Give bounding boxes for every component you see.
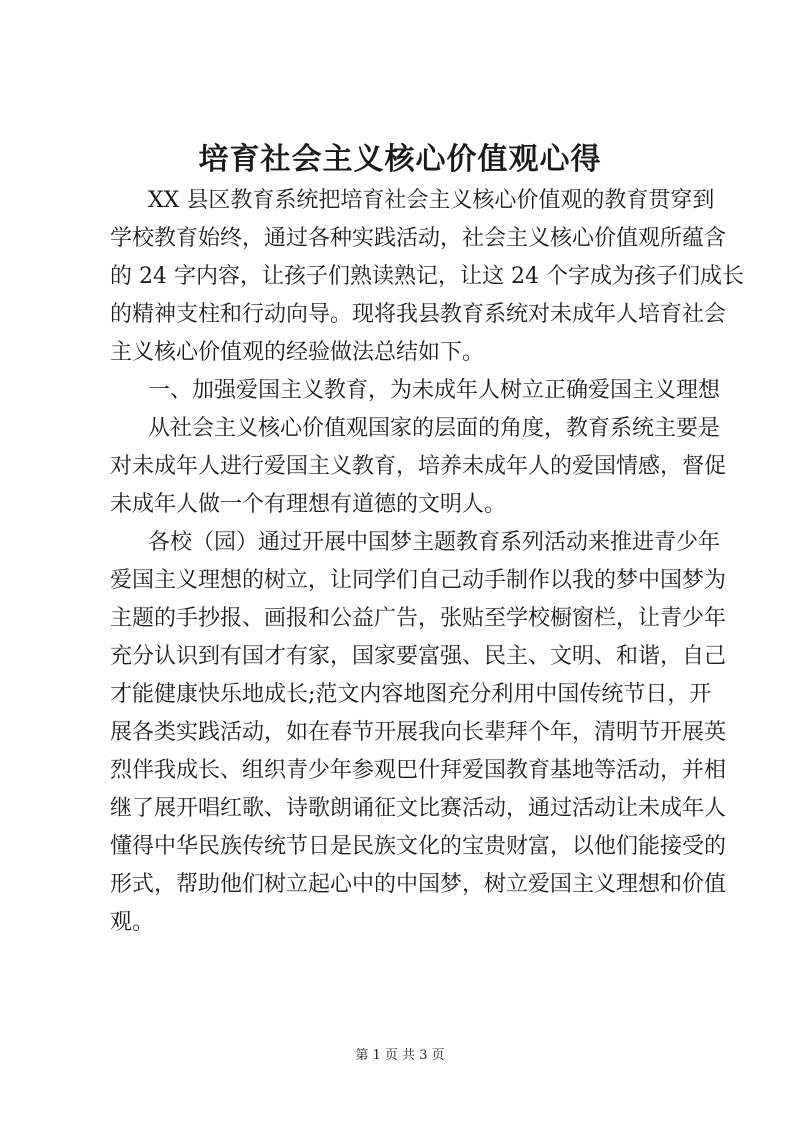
- text-line: 主题的手抄报、画报和公益广告，张贴至学校橱窗栏，让青少年: [110, 606, 727, 631]
- text-line: 各校（园）通过开展中国梦主题教育系列活动来推进青少年: [148, 530, 721, 555]
- text-line: 的精神支柱和行动向导。现将我县教育系统对未成年人培育社会: [110, 302, 727, 327]
- text-line: 从社会主义核心价值观国家的层面的角度，教育系统主要是: [148, 416, 721, 441]
- text-line: 形式，帮助他们树立起心中的中国梦，树立爱国主义理想和价值: [110, 872, 727, 897]
- text-line: 继了展开唱红歌、诗歌朗诵征文比赛活动，通过活动让未成年人: [110, 796, 727, 821]
- text-line: 展各类实践活动，如在春节开展我向长辈拜个年，清明节开展英: [110, 720, 727, 745]
- page-footer: 第 1 页 共 3 页: [355, 1048, 445, 1063]
- text-line: 充分认识到有国才有家，国家要富强、民主、文明、和谐，自己: [110, 644, 727, 669]
- text-line: 才能健康快乐地成长;范文内容地图充分利用中国传统节日，开: [110, 682, 712, 707]
- paragraph: [110, 410, 727, 524]
- paragraph: [110, 182, 744, 372]
- text-line: 未成年人做一个有理想有道德的文明人。: [110, 492, 507, 517]
- text-line: 学校教育始终，通过各种实践活动，社会主义核心价值观所蕴含: [110, 226, 727, 251]
- text-line: 烈伴我成长、组织青少年参观巴什拜爱国教育基地等活动，并相: [110, 758, 727, 783]
- text-line: 主义核心价值观的经验做法总结如下。: [110, 340, 485, 365]
- paragraph: [110, 524, 727, 942]
- document-title: 培育社会主义核心价值观心得: [198, 142, 602, 177]
- paragraph: [110, 372, 721, 410]
- text-line: 观。: [110, 910, 155, 935]
- text-line: 懂得中华民族传统节日是民族文化的宝贵财富，以他们能接受的: [110, 834, 727, 859]
- text-line: 一、加强爱国主义教育，为未成年人树立正确爱国主义理想: [148, 378, 721, 403]
- text-line: 爱国主义理想的树立，让同学们自己动手制作以我的梦中国梦为: [110, 568, 727, 593]
- document-body: [110, 182, 744, 942]
- text-line: XX 县区教育系统把培育社会主义核心价值观的教育贯穿到: [148, 188, 715, 213]
- text-line: 对未成年人进行爱国主义教育，培养未成年人的爱国情感，督促: [110, 454, 727, 479]
- text-line: 的 24 字内容，让孩子们熟读熟记，让这 24 个字成为孩子们成长: [110, 264, 744, 289]
